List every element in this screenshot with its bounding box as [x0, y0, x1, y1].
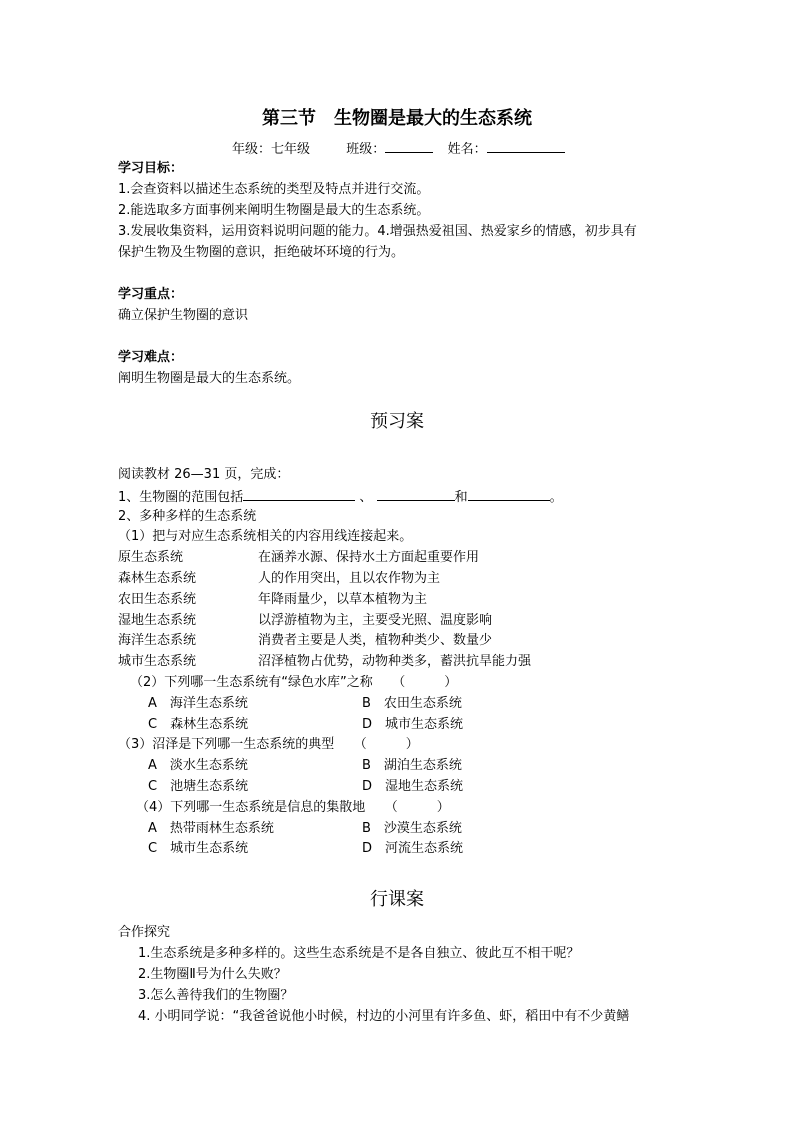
- key-points-heading: 学习重点：: [118, 287, 184, 302]
- preview-intro: 阅读教材 26—31 页，完成：: [118, 467, 290, 482]
- objective-item: 3.发展收集资料，运用资料说明问题的能力。4.增强热爱祖国、热爱家乡的情感，初步具有: [118, 224, 637, 239]
- matching-right: 沼泽植物占优势，动物种类多，蓄洪抗旱能力强: [258, 654, 532, 669]
- class-work-item: 2.生物圈Ⅱ号为什么失败？: [138, 967, 287, 982]
- class-label: 班级：: [346, 142, 386, 157]
- matching-left: 城市生态系统: [118, 654, 197, 669]
- info-line: [232, 139, 565, 159]
- matching-right: 消费者主要是人类，植物种类少、数量少: [258, 633, 493, 648]
- mcq-option-d[interactable]: D 河流生态系统: [362, 841, 464, 856]
- objective-item: 2.能选取多方面事例来阐明生物圈是最大的生态系统。: [118, 203, 430, 218]
- q1-blank-1[interactable]: [243, 487, 355, 501]
- matching-left: 湿地生态系统: [118, 613, 197, 628]
- grade-label: 年级：七年级: [232, 142, 311, 157]
- objective-item: 保护生物及生物圈的意识，拒绝破坏环境的行为。: [118, 245, 405, 260]
- class-work-heading: 行课案: [370, 889, 424, 910]
- mcq-option-b[interactable]: B 农田生态系统: [362, 696, 462, 711]
- mcq-option-a[interactable]: A 热带雨林生态系统: [148, 821, 274, 836]
- preview-heading: 预习案: [370, 411, 424, 432]
- objectives-heading: 学习目标：: [118, 161, 184, 176]
- key-points-text: 确立保护生物圈的意识: [118, 308, 249, 323]
- difficulties-text: 阐明生物圈是最大的生态系统。: [118, 371, 301, 386]
- mcq-question: （3）沼泽是下列哪一生态系统的典型 （ ）: [118, 737, 419, 752]
- matching-right: 在涵养水源、保持水土方面起重要作用: [258, 550, 480, 565]
- q1-end: 。: [549, 490, 563, 505]
- matching-left: 农田生态系统: [118, 592, 197, 607]
- mcq-option-a[interactable]: A 淡水生态系统: [148, 758, 248, 773]
- matching-left: 原生态系统: [118, 550, 184, 565]
- mcq-option-b[interactable]: B 沙漠生态系统: [362, 821, 462, 836]
- mcq-option-c[interactable]: C 城市生态系统: [148, 841, 249, 856]
- question-1: [118, 487, 563, 507]
- class-work-item: 3.怎么善待我们的生物圈？: [138, 988, 294, 1003]
- class-work-item: 1.生态系统是多种多样的。这些生态系统是不是各自独立、彼此互不相干呢？: [138, 946, 580, 961]
- question-2: 2、多种多样的生态系统: [118, 509, 257, 524]
- mcq-question: （4）下列哪一生态系统是信息的集散地 （ ）: [136, 800, 450, 815]
- matching-right: 人的作用突出，且以农作物为主: [258, 571, 441, 586]
- q1-prefix: 1、生物圈的范围包括: [118, 490, 244, 505]
- name-label: 姓名：: [447, 142, 487, 157]
- question-2-1: （1）把与对应生态系统相关的内容用线连接起来。: [118, 529, 413, 544]
- q1-and: 和: [454, 490, 468, 505]
- page-title: 第三节 生物圈是最大的生态系统: [262, 108, 532, 129]
- mcq-option-c[interactable]: C 森林生态系统: [148, 717, 249, 732]
- matching-right: 年降雨量少，以草本植物为主: [258, 592, 428, 607]
- mcq-option-a[interactable]: A 海洋生态系统: [148, 696, 248, 711]
- q1-blank-3[interactable]: [468, 487, 550, 501]
- difficulties-heading: 学习难点：: [118, 350, 184, 365]
- q1-separator: 、: [359, 490, 373, 505]
- mcq-option-c[interactable]: C 池塘生态系统: [148, 779, 249, 794]
- matching-left: 森林生态系统: [118, 571, 197, 586]
- matching-left: 海洋生态系统: [118, 633, 197, 648]
- class-work-item: 4. 小明同学说：“我爸爸说他小时候，村边的小河里有许多鱼、虾，稻田中有不少黄鳝: [138, 1009, 630, 1024]
- mcq-option-d[interactable]: D 城市生态系统: [362, 717, 464, 732]
- name-blank[interactable]: [487, 139, 565, 153]
- q1-blank-2[interactable]: [377, 487, 455, 501]
- mcq-option-b[interactable]: B 湖泊生态系统: [362, 758, 462, 773]
- mcq-option-d[interactable]: D 湿地生态系统: [362, 779, 464, 794]
- class-work-subheading: 合作探究: [118, 925, 171, 940]
- matching-right: 以浮游植物为主，主要受光照、温度影响: [258, 613, 493, 628]
- class-blank[interactable]: [385, 139, 433, 153]
- mcq-question: （2）下列哪一生态系统有“绿色水库”之称 （ ）: [130, 675, 458, 690]
- objective-item: 1.会查资料以描述生态系统的类型及特点并进行交流。: [118, 182, 430, 197]
